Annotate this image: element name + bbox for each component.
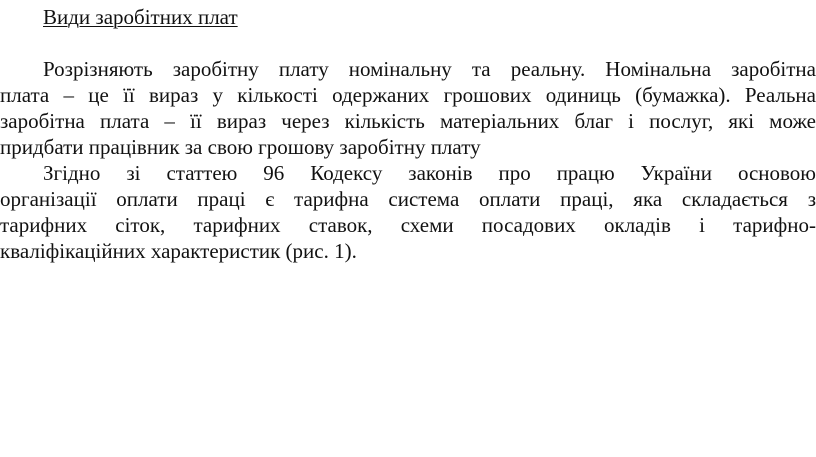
paragraph-line: кваліфікаційних характеристик (рис. 1). <box>0 239 357 263</box>
paragraph-2 <box>0 160 816 264</box>
paragraph-1 <box>0 56 816 160</box>
paragraph-line: Згідно зі статтею 96 Кодексу законів про працю України основою <box>43 161 816 185</box>
paragraph-line: тарифних сіток, тарифних ставок, схеми посадових окладів і тарифно- <box>0 213 816 237</box>
paragraph-line: придбати працівник за свою грошову заробітну плату <box>0 135 481 159</box>
paragraph-line: Розрізняють заробітну плату номінальну та реальну. Номінальна заробітна <box>43 57 816 81</box>
paragraph-line: плата – це її вираз у кількості одержаних грошових одиниць (бумажка). Реальна <box>0 83 816 107</box>
section-heading: Види заробітних плат <box>43 5 238 29</box>
paragraph-line: заробітна плата – її вираз через кількість матеріальних благ і послуг, які може <box>0 109 816 133</box>
paragraph-line: організації оплати праці є тарифна система оплати праці, яка складається з <box>0 187 816 211</box>
